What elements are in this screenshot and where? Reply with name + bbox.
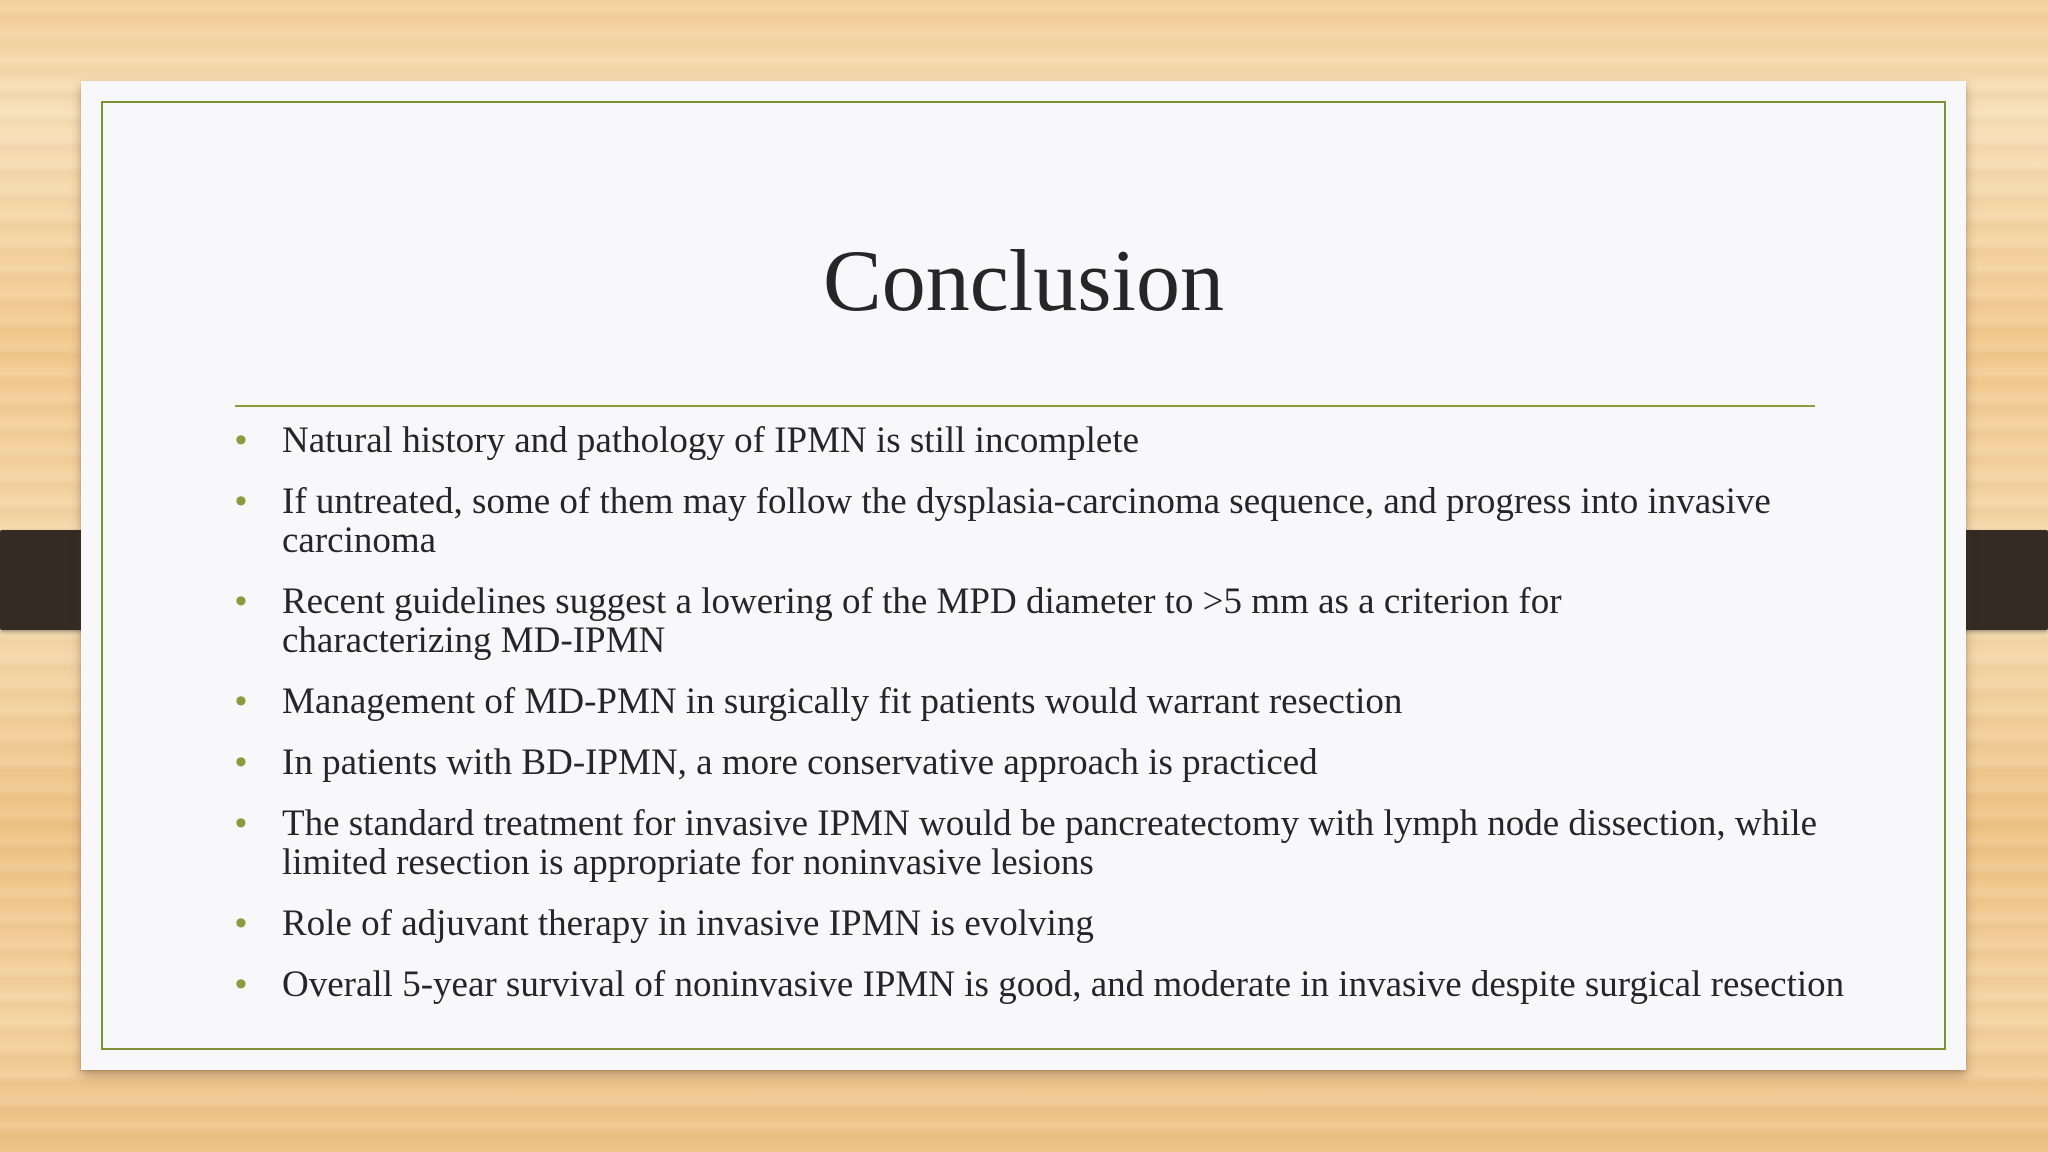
bullet-item: • In patients with BD-IPMN, a more conservative approach is practiced <box>235 743 1875 782</box>
bullet-item: • Natural history and pathology of IPMN is still incomplete <box>235 421 1875 460</box>
bullet-item: • If untreated, some of them may follow the dysplasia-carcinoma sequence, and progress into invasive carcinoma <box>235 482 1875 560</box>
bullet-item: • The standard treatment for invasive IPMN would be pancreatectomy with lymph node dissection, while limited resection is appropriate for noninvasive lesions <box>235 804 1875 882</box>
slide-title: Conclusion <box>823 233 1224 330</box>
bullet-list <box>235 421 1875 1026</box>
title-divider <box>235 405 1815 407</box>
bullet-item: • Management of MD-PMN in surgically fit patients would warrant resection <box>235 682 1875 721</box>
bullet-item: • Role of adjuvant therapy in invasive IPMN is evolving <box>235 904 1875 943</box>
slide-card <box>81 81 1966 1070</box>
bullet-item: • Recent guidelines suggest a lowering of the MPD diameter to >5 mm as a criterion for characterizing MD-IPMN <box>235 582 1875 660</box>
bullet-item: • Overall 5-year survival of noninvasive IPMN is good, and moderate in invasive despite surgical resection <box>235 965 1875 1004</box>
